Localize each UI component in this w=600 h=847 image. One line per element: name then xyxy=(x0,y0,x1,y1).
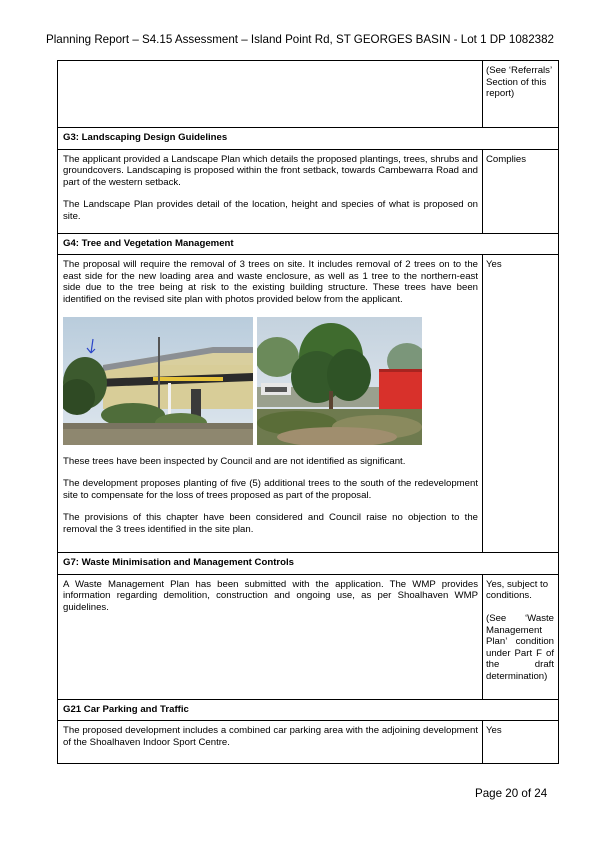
building-photo xyxy=(63,317,253,445)
paragraph: These trees have been inspected by Council and are not identified as significant. xyxy=(63,455,406,467)
paragraph: The proposed development includes a combined car parking area with the adjoining development of the Shoalhaven Indoor Sport Centre. xyxy=(63,725,478,748)
photo-row xyxy=(63,317,478,445)
table-row xyxy=(58,574,559,699)
section-heading-g3: G3: Landscaping Design Guidelines xyxy=(58,128,559,150)
tree-photo xyxy=(257,317,422,445)
result-cell xyxy=(483,149,559,233)
paragraph: The development proposes planting of five (5) additional trees to the south of the redevelopment site to compensate for the loss of trees proposed as part of the proposal. xyxy=(63,478,478,501)
paragraph: A Waste Management Plan has been submitted with the application. The WMP provides information regarding demolition, construction and ongoing use, as per Shoalhaven WMP guidelines. xyxy=(63,578,478,613)
assessment-cell xyxy=(58,255,483,553)
table-row xyxy=(58,721,559,764)
section-heading-row xyxy=(58,699,559,721)
table-row xyxy=(58,149,559,233)
assessment-cell xyxy=(58,149,483,233)
result-text: Yes xyxy=(486,725,502,737)
assessment-cell xyxy=(58,721,483,764)
result-text: Yes, subject to conditions. xyxy=(486,578,549,602)
page-number: Page 20 of 24 xyxy=(475,787,548,800)
result-text: Yes xyxy=(486,259,502,271)
paragraph: The applicant provided a Landscape Plan which details the proposed plantings, trees, shrubs and groundcovers. Landscaping is proposed within the front setback, towards Cambewarra Road and part of the western setback. xyxy=(63,153,478,188)
section-heading-row xyxy=(58,553,559,575)
paragraph: The proposal will require the removal of 3 trees on site. It includes removal of 2 trees on to the east side for the new loading area and waste enclosure, as well as 1 tree to the northern-east side due to the tree being at risk to the existing building structure. These trees have been identified on the revised site plan with photos provided below from the applicant. xyxy=(63,259,478,305)
assessment-cell xyxy=(58,574,483,699)
section-heading-g4: G4: Tree and Vegetation Management xyxy=(58,233,559,255)
table-row xyxy=(58,255,559,553)
result-cell xyxy=(483,61,559,128)
result-text: Complies xyxy=(486,153,526,165)
assessment-table xyxy=(57,60,559,764)
result-text: (See ‘Waste Management Plan’ condition under Part F of the draft determination) xyxy=(486,612,554,682)
result-cell xyxy=(483,574,559,699)
result-cell xyxy=(483,721,559,764)
table-cell-empty xyxy=(58,61,483,128)
section-heading-g21: G21 Car Parking and Traffic xyxy=(58,699,559,721)
result-text: (See ‘Referrals’ Section of this report) xyxy=(486,65,552,100)
paragraph: The provisions of this chapter have been considered and Council raise no objection to the removal the 3 trees identified in the site plan. xyxy=(63,512,478,535)
section-heading-g7: G7: Waste Minimisation and Management Controls xyxy=(58,553,559,575)
table-row xyxy=(58,61,559,128)
section-heading-row xyxy=(58,233,559,255)
page-header: Planning Report – S4.15 Assessment – Island Point Rd, ST GEORGES BASIN - Lot 1 DP 1082382 xyxy=(45,33,555,46)
section-heading-row xyxy=(58,128,559,150)
paragraph: The Landscape Plan provides detail of the location, height and species of what is proposed on site. xyxy=(63,199,478,222)
result-cell xyxy=(483,255,559,553)
